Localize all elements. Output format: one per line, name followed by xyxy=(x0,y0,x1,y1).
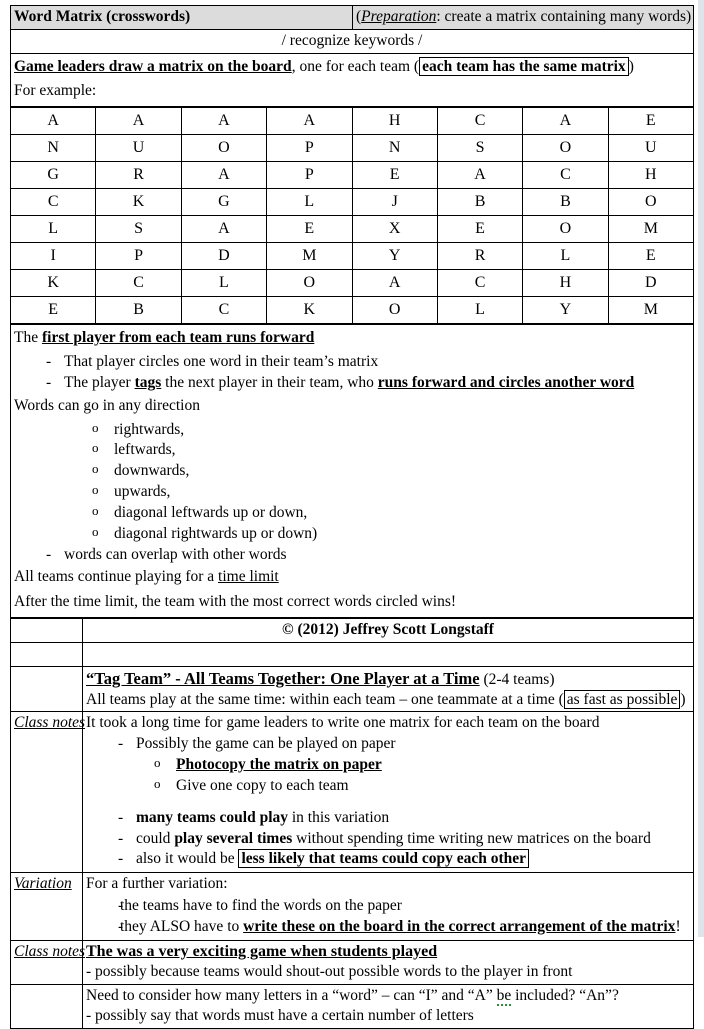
final-notes-line-1 xyxy=(86,986,690,1006)
matrix-cell: L xyxy=(11,216,96,243)
matrix-cell: O xyxy=(267,270,352,297)
direction-item: diagonal leftwards up or down, xyxy=(114,503,308,521)
window-edge-strip xyxy=(698,0,704,937)
class-notes-2-line-2: - possibly because teams would shout-out possible words to the player in front xyxy=(86,963,573,981)
after-time-limit-line: After the time limit, the team with the most correct words circled wins! xyxy=(14,593,457,611)
matrix-cell: G xyxy=(11,162,96,189)
intro-end: ) xyxy=(628,57,634,75)
matrix-cell: E xyxy=(608,243,693,270)
final-notes-row xyxy=(11,984,694,1028)
matrix-cell: J xyxy=(352,189,437,216)
matrix-cell: K xyxy=(96,189,181,216)
list-item xyxy=(86,849,690,869)
matrix-cell: B xyxy=(96,297,181,324)
intro-line-1 xyxy=(14,55,690,80)
benefit-3-boxed: less likely that teams could copy each other xyxy=(238,849,529,868)
list-item xyxy=(14,482,690,502)
list-item xyxy=(14,524,690,544)
matrix-row xyxy=(11,162,694,189)
matrix-cell: A xyxy=(352,270,437,297)
matrix-cell: I xyxy=(11,243,96,270)
direction-item: downwards, xyxy=(114,462,190,480)
preparation-note: (Preparation: create a matrix containing many words) xyxy=(353,6,694,30)
class-notes-2-heading xyxy=(86,942,690,962)
matrix-cell: B xyxy=(523,189,608,216)
intro-cell xyxy=(11,53,694,107)
matrix-cell: D xyxy=(181,243,266,270)
keywords-line: / recognize keywords / xyxy=(11,29,694,53)
directions-list xyxy=(14,420,690,544)
matrix-cell: E xyxy=(437,216,522,243)
direction-item: upwards, xyxy=(114,483,171,501)
notes-table xyxy=(10,618,694,1029)
time-limit-underlined: time limit xyxy=(218,568,279,586)
give-copy-note: Give one copy to each team xyxy=(176,776,349,794)
matrix-cell: L xyxy=(267,189,352,216)
list-item xyxy=(86,917,690,937)
list-item xyxy=(14,440,690,460)
tag-team-subtitle xyxy=(86,690,690,710)
matrix-cell: D xyxy=(608,270,693,297)
matrix-cell: R xyxy=(96,162,181,189)
matrix-cell: G xyxy=(181,189,266,216)
matrix-cell: P xyxy=(267,135,352,162)
matrix-cell: N xyxy=(352,135,437,162)
matrix-cell: U xyxy=(608,135,693,162)
time-limit-line xyxy=(14,565,690,590)
preparation-rest: : create a matrix containing many words) xyxy=(436,8,692,25)
play-bullet-2-bold: tags xyxy=(134,373,162,391)
time-limit-pre: All teams continue playing for a xyxy=(14,568,219,586)
list-item xyxy=(14,420,690,440)
matrix-cell: C xyxy=(437,270,522,297)
tag-team-subtitle-pre: All teams play at the same time: within each team – one teammate at a time ( xyxy=(86,690,564,708)
matrix-cell: Y xyxy=(352,243,437,270)
matrix-cell: R xyxy=(437,243,522,270)
matrix-cell: S xyxy=(96,216,181,243)
class-notes-1-cell xyxy=(83,712,694,873)
matrix-cell: H xyxy=(352,108,437,135)
matrix-cell: C xyxy=(11,189,96,216)
matrix-cell: C xyxy=(437,108,522,135)
benefit-2-pre: could xyxy=(136,829,175,847)
list-item xyxy=(86,829,690,849)
matrix-cell: L xyxy=(181,270,266,297)
matrix-cell: H xyxy=(523,270,608,297)
matrix-cell: A xyxy=(181,216,266,243)
benefit-2-bold: play several times xyxy=(174,829,293,847)
matrix-cell: P xyxy=(96,243,181,270)
matrix-cell: B xyxy=(437,189,522,216)
matrix-cell: O xyxy=(181,135,266,162)
matrix-cell: M xyxy=(267,243,352,270)
variation-bullet-2-bold: write these on the board in the correct arrangement of the matrix xyxy=(243,917,676,935)
matrix-cell: O xyxy=(523,216,608,243)
matrix-cell: H xyxy=(608,162,693,189)
overlap-bullet: words can overlap with other words xyxy=(64,545,287,563)
class-notes-2-row xyxy=(11,940,694,984)
matrix-cell: O xyxy=(352,297,437,324)
matrix-body xyxy=(11,108,694,324)
gameplay-cell xyxy=(11,325,694,618)
tag-team-subtitle-end: ) xyxy=(680,690,686,708)
matrix-cell: A xyxy=(11,108,96,135)
spellcheck-word: be xyxy=(496,986,512,1004)
play-heading-pre: The xyxy=(14,329,42,347)
spacer-left xyxy=(11,642,83,666)
matrix-row xyxy=(11,270,694,297)
matrix-row xyxy=(11,108,694,135)
class-notes-2-heading-text: The was a very exciting game when students played xyxy=(86,942,438,960)
intro-boxed-phrase: each team has the same matrix xyxy=(419,57,629,76)
matrix-cell: A xyxy=(96,108,181,135)
matrix-row xyxy=(11,216,694,243)
variation-label: Variation xyxy=(11,873,83,940)
matrix-cell: L xyxy=(437,297,522,324)
matrix-cell: K xyxy=(267,297,352,324)
directions-heading: Words can go in any direction xyxy=(14,396,200,414)
list-item xyxy=(86,896,690,916)
matrix-cell: E xyxy=(352,162,437,189)
copyright-notice: © (2012) Jeffrey Scott Longstaff xyxy=(83,619,694,643)
matrix-cell: M xyxy=(608,216,693,243)
gameplay-table xyxy=(10,324,694,618)
copyright-spacer xyxy=(11,619,83,643)
matrix-cell: X xyxy=(352,216,437,243)
class-notes-2-label: Class notes xyxy=(11,940,83,984)
final-notes-line-2: - possibly say that words must have a certain number of letters xyxy=(86,1006,474,1024)
matrix-cell: C xyxy=(523,162,608,189)
play-bullet-2-bold2: runs forward and circles another word xyxy=(377,373,635,391)
direction-item: leftwards, xyxy=(114,441,176,459)
header-table xyxy=(10,5,694,107)
list-item xyxy=(14,461,690,481)
header-row xyxy=(11,6,694,30)
variation-bullet-2-rest: ! xyxy=(675,917,681,935)
keywords-row xyxy=(11,29,694,53)
tag-team-title-suffix: (2-4 teams) xyxy=(479,670,555,688)
word-matrix-grid xyxy=(10,107,694,324)
list-item xyxy=(14,503,690,523)
final-notes-label-cell xyxy=(11,984,83,1028)
matrix-cell: A xyxy=(267,108,352,135)
matrix-cell: M xyxy=(608,297,693,324)
matrix-cell: Y xyxy=(523,297,608,324)
tag-team-label-cell xyxy=(11,666,83,712)
matrix-cell: K xyxy=(11,270,96,297)
matrix-cell: E xyxy=(608,108,693,135)
tag-team-title-bold: “Tag Team” - All Teams Together: One Player at a Time xyxy=(86,668,480,688)
class-notes-1-gap xyxy=(86,797,690,807)
matrix-cell: A xyxy=(181,108,266,135)
matrix-cell: A xyxy=(437,162,522,189)
matrix-cell: S xyxy=(437,135,522,162)
list-item xyxy=(14,373,690,393)
gameplay-row xyxy=(11,325,694,618)
benefit-1-bold: many teams could play xyxy=(136,808,288,826)
matrix-cell: A xyxy=(523,108,608,135)
class-notes-1-line-1: It took a long time for game leaders to write one matrix for each team on the board xyxy=(86,714,600,732)
matrix-row xyxy=(11,135,694,162)
matrix-cell: E xyxy=(267,216,352,243)
matrix-cell: O xyxy=(523,135,608,162)
class-notes-1-benefits-list xyxy=(86,808,690,869)
class-notes-1-label: Class notes xyxy=(11,712,83,873)
matrix-cell: N xyxy=(11,135,96,162)
play-bullet-list xyxy=(14,352,690,393)
matrix-row xyxy=(11,189,694,216)
tag-team-cell xyxy=(83,666,694,712)
matrix-cell: L xyxy=(523,243,608,270)
intro-mid: , one for each team ( xyxy=(291,57,420,75)
class-notes-1-circle-list xyxy=(86,755,690,796)
play-heading xyxy=(14,326,690,351)
matrix-cell: P xyxy=(267,162,352,189)
class-notes-1-dash-list xyxy=(86,734,690,754)
intro-row xyxy=(11,53,694,107)
play-bullet-2-mid: the next player in their team, who xyxy=(161,373,378,391)
direction-item: rightwards, xyxy=(114,420,185,438)
variation-cell xyxy=(83,873,694,940)
benefit-2-rest: without spending time writing new matrices on the board xyxy=(292,829,651,847)
intro-bold-lead: Game leaders draw a matrix on the board xyxy=(14,57,292,75)
tag-team-title xyxy=(86,668,690,690)
direction-item: diagonal rightwards up or down) xyxy=(114,524,318,542)
tag-team-row xyxy=(11,666,694,712)
spacer-right xyxy=(83,642,694,666)
final-notes-line-1b: included? “An”? xyxy=(511,986,619,1004)
photocopy-note: Photocopy the matrix on paper xyxy=(176,756,382,774)
matrix-cell: O xyxy=(608,189,693,216)
intro-line-2: For example: xyxy=(14,82,97,100)
variation-row xyxy=(11,873,694,940)
matrix-row xyxy=(11,243,694,270)
play-heading-bold: first player from each team runs forward xyxy=(41,329,315,347)
list-item xyxy=(86,776,690,796)
play-bullet-2-pre: The player xyxy=(64,373,135,391)
matrix-cell: A xyxy=(181,162,266,189)
list-item xyxy=(14,352,690,372)
variation-list xyxy=(86,896,690,937)
class-notes-1-dash-1: Possibly the game can be played on paper xyxy=(136,735,396,753)
variation-bullet-1: the teams have to find the words on the paper xyxy=(120,897,402,915)
matrix-cell: C xyxy=(96,270,181,297)
list-item xyxy=(86,734,690,754)
class-notes-1-row xyxy=(11,712,694,873)
final-notes-line-1a: Need to consider how many letters in a “word” – can “I” and “A” xyxy=(86,986,497,1004)
variation-bullet-2-pre: they ALSO have to xyxy=(120,917,244,935)
document-page xyxy=(10,5,694,1029)
list-item xyxy=(86,808,690,828)
overlap-list xyxy=(14,545,690,565)
matrix-row xyxy=(11,297,694,324)
list-item xyxy=(86,755,690,775)
benefit-1-rest: in this variation xyxy=(288,808,390,826)
matrix-cell: E xyxy=(11,297,96,324)
class-notes-2-cell xyxy=(83,940,694,984)
play-bullet-1: That player circles one word in their team’s matrix xyxy=(64,353,379,371)
matrix-cell: U xyxy=(96,135,181,162)
variation-line-1: For a further variation: xyxy=(86,875,228,893)
preparation-label: Preparation xyxy=(361,8,437,25)
list-item xyxy=(14,545,690,565)
matrix-cell: C xyxy=(181,297,266,324)
copyright-row xyxy=(11,619,694,643)
page-title: Word Matrix (crosswords) xyxy=(11,6,353,30)
tag-team-subtitle-boxed: as fast as possible xyxy=(564,690,681,709)
benefit-3-pre: also it would be xyxy=(136,850,239,868)
spacer-row xyxy=(11,642,694,666)
final-notes-cell xyxy=(83,984,694,1028)
